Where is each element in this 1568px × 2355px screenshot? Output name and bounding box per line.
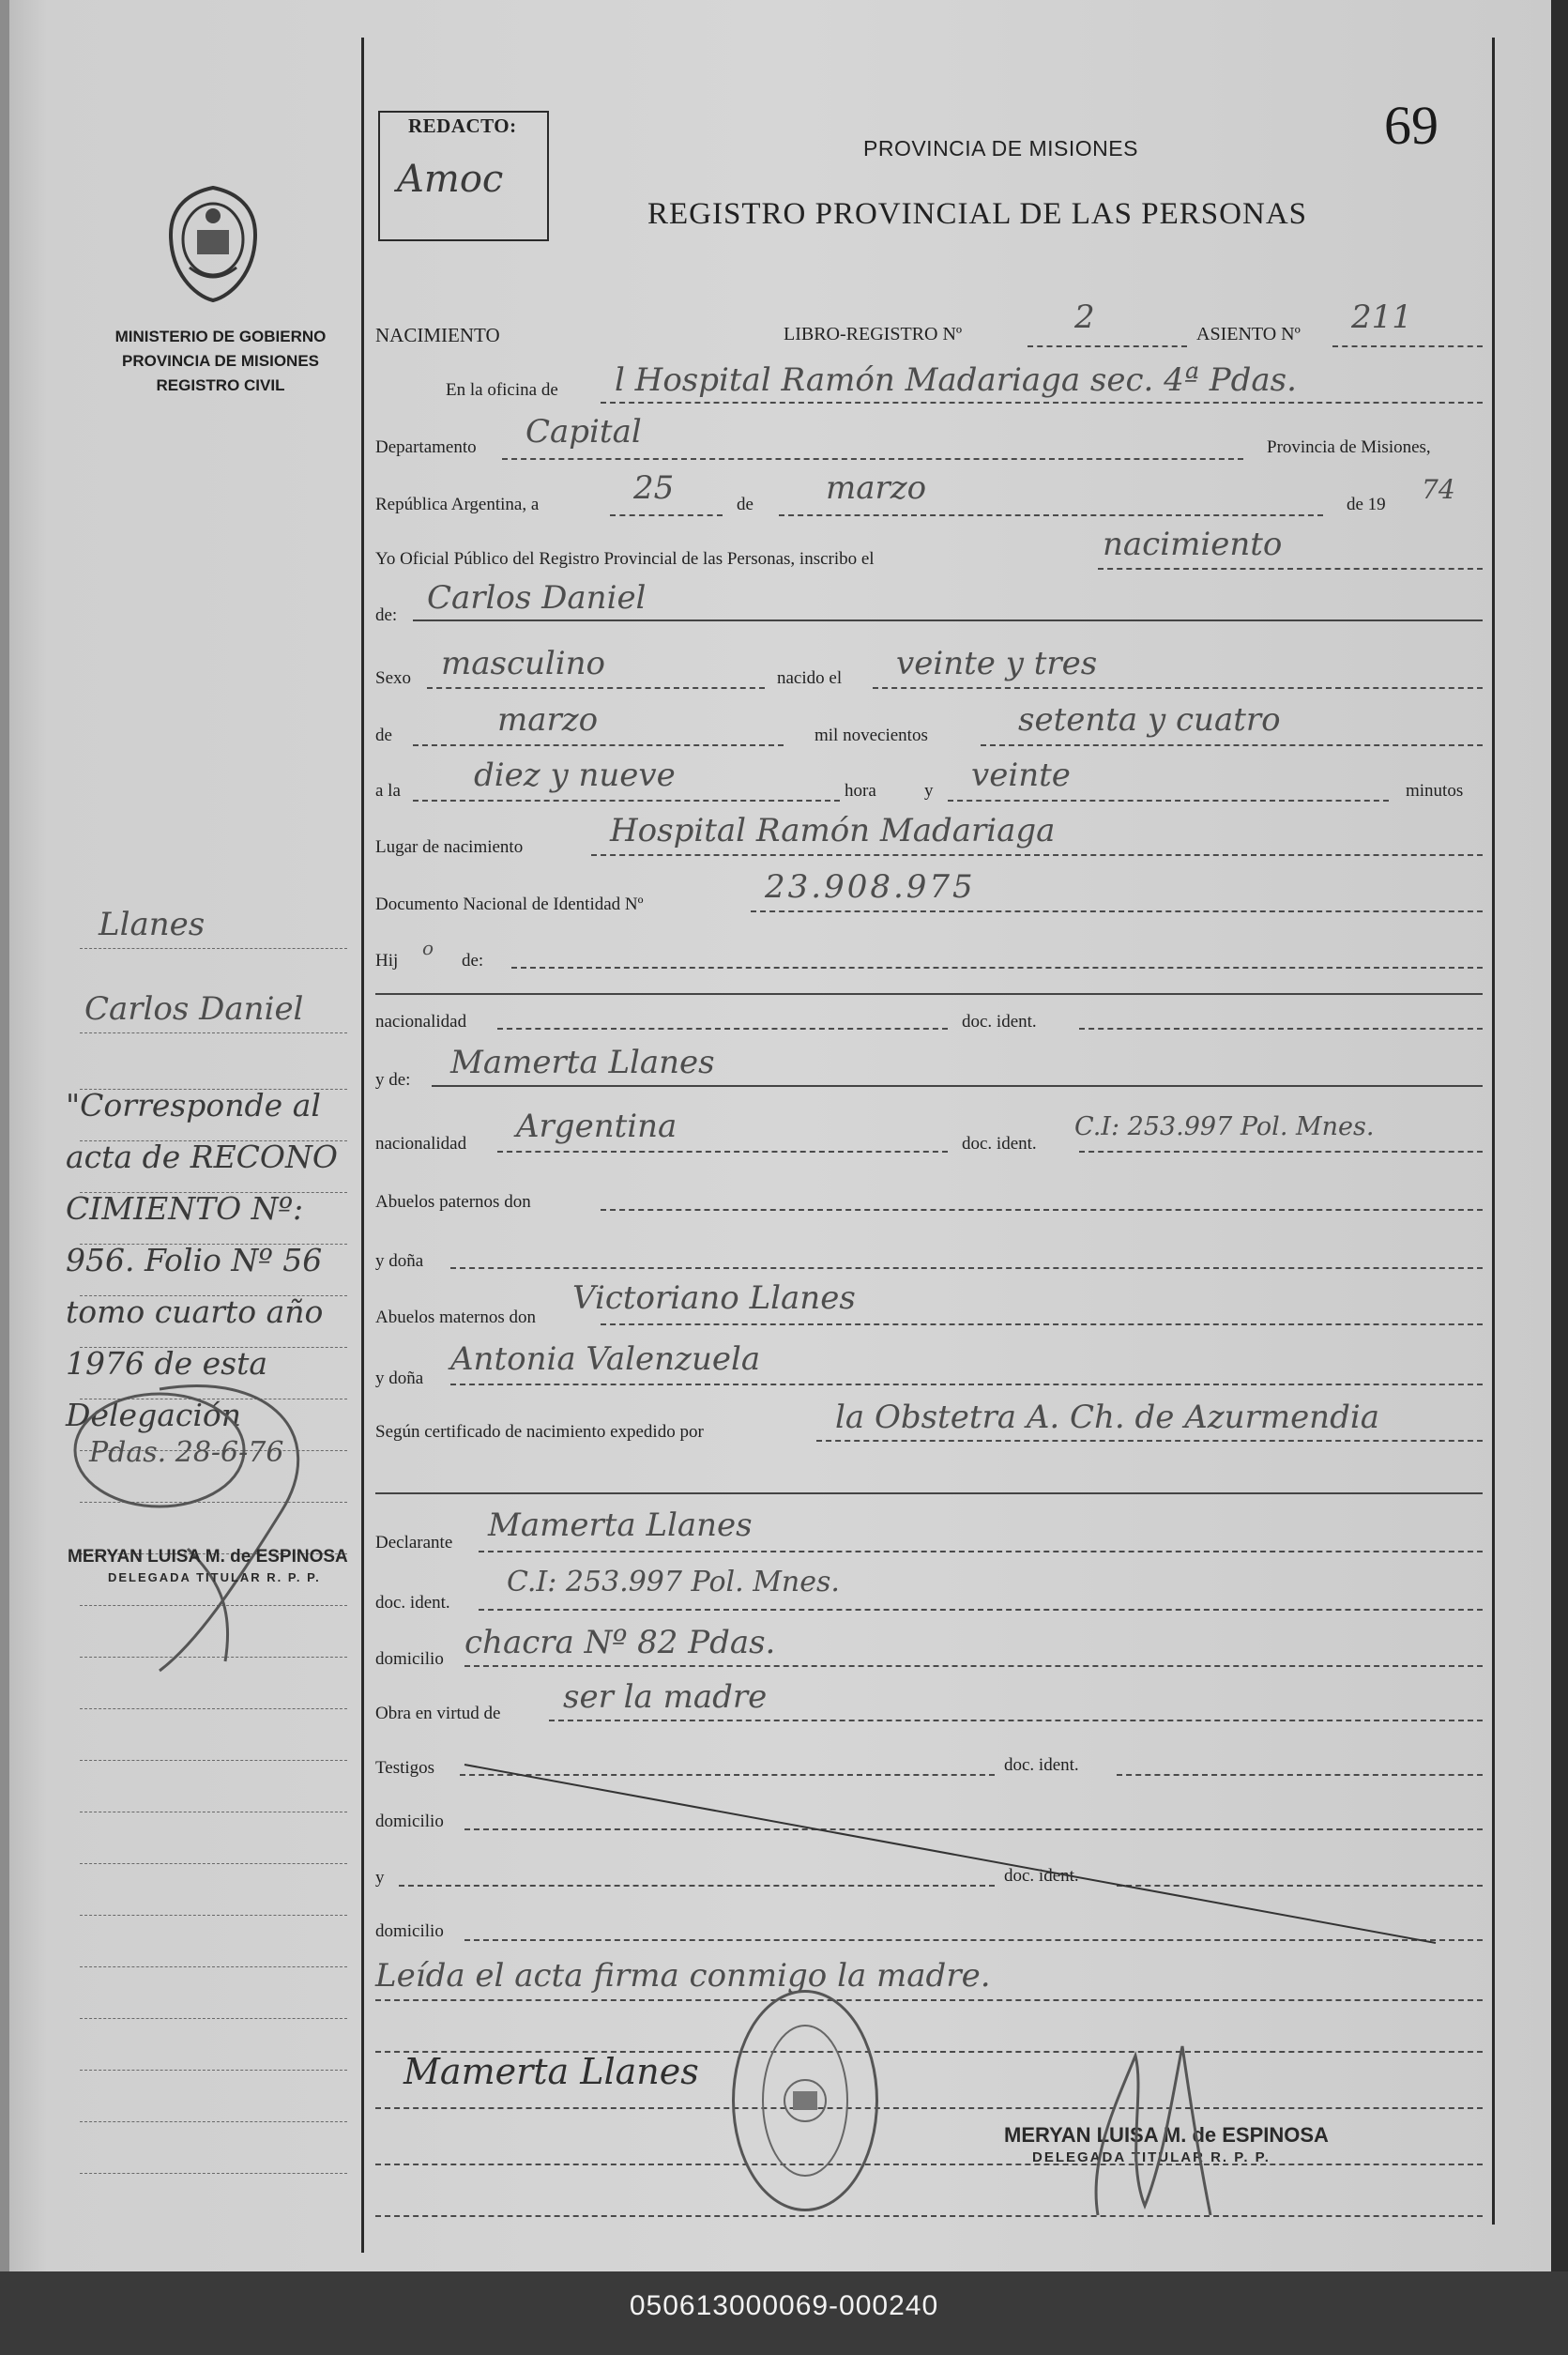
lugar-label: Lugar de nacimiento bbox=[375, 837, 524, 857]
yo-label: Yo Oficial Público del Registro Provincial de las Personas, inscribo el bbox=[375, 549, 875, 569]
cross-out-line bbox=[460, 1760, 1445, 1948]
fill-line bbox=[497, 1151, 948, 1153]
margin-seal-scribble bbox=[47, 1361, 357, 1680]
dni-label: Documento Nacional de Identidad Nº bbox=[375, 895, 644, 914]
oval-seal-stamp bbox=[732, 1990, 878, 2211]
fill-line bbox=[1079, 1028, 1483, 1030]
seal-emblem-icon bbox=[735, 1993, 875, 2209]
fill-line bbox=[948, 800, 1389, 802]
leida-text: Leída el acta firma conmigo la madre. bbox=[375, 1957, 991, 1995]
firma-declarante: Mamerta Llanes bbox=[403, 2051, 699, 2092]
fill-line bbox=[413, 744, 784, 746]
departamento-value: Capital bbox=[525, 413, 642, 451]
minutos-label: minutos bbox=[1406, 781, 1464, 801]
fill-line bbox=[427, 687, 765, 689]
margin-stamp-role: DELEGADA TITULAR R. P. P. bbox=[108, 1570, 321, 1584]
fill-line bbox=[497, 1028, 948, 1030]
lugar-value: Hospital Ramón Madariaga bbox=[610, 812, 1056, 849]
dni-value: 23.908.975 bbox=[765, 868, 976, 906]
oficina-label: En la oficina de bbox=[446, 380, 558, 400]
margin-fecha: Pdas. 28-6-76 bbox=[89, 1436, 284, 1469]
ministry-line: MINISTERIO DE GOBIERNO bbox=[114, 328, 327, 345]
abuela-mat-value: Antonia Valenzuela bbox=[450, 1340, 761, 1378]
margin-apellido: Llanes bbox=[99, 906, 206, 943]
fill-line bbox=[751, 910, 1483, 912]
mil-value: setenta y cuatro bbox=[1018, 701, 1281, 739]
redacto-label: REDACTO: bbox=[408, 115, 517, 137]
fill-line bbox=[601, 1323, 1483, 1325]
nombre-value: Carlos Daniel bbox=[427, 579, 647, 617]
obra-value: ser la madre bbox=[563, 1678, 768, 1716]
fill-line bbox=[601, 1209, 1483, 1211]
fill-line bbox=[375, 2215, 1483, 2217]
hijo-de-label: de: bbox=[462, 951, 484, 971]
abuelo-mat-value: Victoriano Llanes bbox=[572, 1279, 856, 1317]
fill-line bbox=[464, 1665, 1483, 1667]
y-label: y bbox=[924, 781, 934, 801]
fill-line bbox=[375, 993, 1483, 995]
ministry-line: PROVINCIA DE MISIONES bbox=[121, 352, 319, 370]
docident1-label: doc. ident. bbox=[962, 1012, 1037, 1032]
testigos-label: Testigos bbox=[375, 1758, 435, 1778]
madre-value: Mamerta Llanes bbox=[450, 1044, 715, 1081]
yde-label: y de: bbox=[375, 1070, 411, 1090]
docident5-label: doc. ident. bbox=[1004, 1866, 1079, 1886]
fill-line bbox=[479, 1551, 1483, 1552]
docident2-label: doc. ident. bbox=[962, 1134, 1037, 1154]
fill-line bbox=[601, 402, 1483, 404]
fill-line bbox=[591, 854, 1483, 856]
fill-line bbox=[502, 458, 1243, 460]
hijo-label: Hij bbox=[375, 951, 399, 971]
domicilio3-label: domicilio bbox=[375, 1921, 444, 1941]
fill-line bbox=[450, 1384, 1483, 1385]
fill-line bbox=[1098, 568, 1483, 570]
province-heading: PROVINCIA DE MISIONES bbox=[863, 136, 1138, 161]
right-border bbox=[1492, 38, 1495, 2225]
coat-of-arms-icon bbox=[161, 183, 265, 305]
domicilio1-value: chacra Nº 82 Pdas. bbox=[464, 1624, 776, 1661]
asiento-value: 211 bbox=[1351, 298, 1412, 336]
nac1-label: nacionalidad bbox=[375, 1012, 467, 1032]
de-label: de bbox=[737, 495, 754, 514]
libro-label: LIBRO-REGISTRO Nº bbox=[784, 324, 963, 344]
de-anio-label: de 19 bbox=[1347, 495, 1386, 514]
docident3-value: C.I: 253.997 Pol. Mnes. bbox=[507, 1566, 840, 1598]
hijo-suffix: o bbox=[422, 937, 434, 959]
declarante-label: Declarante bbox=[375, 1533, 453, 1552]
fill-line bbox=[1079, 1151, 1483, 1153]
docident4-label: doc. ident. bbox=[1004, 1755, 1079, 1775]
margin-stamp-name: MERYAN LUISA M. de ESPINOSA bbox=[68, 1547, 348, 1567]
page-number: 69 bbox=[1384, 95, 1439, 156]
nacido-label: nacido el bbox=[777, 668, 843, 688]
yo-value: nacimiento bbox=[1103, 526, 1283, 563]
domicilio2-label: domicilio bbox=[375, 1812, 444, 1831]
margin-note: "Corresponde al acta de RECONO CIMIENTO Nº: 956. Folio Nº 56 tomo cuarto año 1976 de esta Delegación bbox=[66, 1087, 338, 1433]
mes2-value: marzo bbox=[497, 701, 599, 739]
signature-scribble bbox=[1060, 2018, 1229, 2225]
abuelos-mat-label: Abuelos maternos don bbox=[375, 1307, 536, 1327]
y2-label: y bbox=[375, 1868, 385, 1888]
declarante-value: Mamerta Llanes bbox=[488, 1506, 753, 1544]
provincia-label: Provincia de Misiones, bbox=[1267, 437, 1431, 457]
fill-line bbox=[1028, 345, 1187, 347]
sexo-label: Sexo bbox=[375, 668, 411, 688]
sexo-value: masculino bbox=[441, 645, 606, 682]
fill-line bbox=[432, 1085, 1483, 1087]
fill-line bbox=[511, 967, 1483, 969]
anio-value: 74 bbox=[1422, 474, 1455, 505]
ydona2-label: y doña bbox=[375, 1369, 424, 1388]
de3-label: de bbox=[375, 726, 392, 745]
ala-label: a la bbox=[375, 781, 401, 801]
hora-value: diez y nueve bbox=[474, 757, 676, 794]
segun-value: la Obstetra A. Ch. de Azurmendia bbox=[835, 1399, 1379, 1436]
stamp-name: MERYAN LUISA M. de ESPINOSA bbox=[1004, 2123, 1329, 2147]
redacto-signature: Amoc bbox=[397, 158, 504, 201]
obra-label: Obra en virtud de bbox=[375, 1704, 501, 1723]
page-edge bbox=[0, 0, 9, 2271]
fill-line bbox=[375, 1492, 1483, 1494]
fill-line bbox=[375, 2107, 1483, 2109]
docident2-value: C.I: 253.997 Pol. Mnes. bbox=[1074, 1112, 1375, 1141]
nacimiento-label: NACIMIENTO bbox=[375, 324, 500, 346]
fill-line bbox=[549, 1720, 1483, 1721]
stamp-role: DELEGADA TITULAR R. P. P. bbox=[1032, 2149, 1271, 2165]
republica-label: República Argentina, a bbox=[375, 495, 540, 514]
mil-label: mil novecientos bbox=[814, 726, 928, 745]
fill-line bbox=[413, 800, 840, 802]
fill-line bbox=[873, 687, 1483, 689]
hora-label: hora bbox=[845, 781, 876, 801]
ministry-heading bbox=[89, 325, 352, 398]
oficina-value: l Hospital Ramón Madariaga sec. 4ª Pdas. bbox=[615, 361, 1297, 399]
scan-code: 050613000069-000240 bbox=[629, 2290, 939, 2321]
fill-line bbox=[779, 514, 1323, 516]
nacido-value: veinte y tres bbox=[896, 645, 1098, 682]
fill-line bbox=[450, 1267, 1483, 1269]
ydona1-label: y doña bbox=[375, 1251, 424, 1271]
nac2-value: Argentina bbox=[516, 1108, 677, 1145]
domicilio1-label: domicilio bbox=[375, 1649, 444, 1669]
segun-label: Según certificado de nacimiento expedido por bbox=[375, 1422, 704, 1442]
redacto-box bbox=[378, 111, 549, 241]
fill-line bbox=[610, 514, 723, 516]
fill-line bbox=[479, 1609, 1483, 1611]
fill-line bbox=[1332, 345, 1483, 347]
asiento-label: ASIENTO Nº bbox=[1196, 324, 1301, 344]
de2-label: de: bbox=[375, 605, 398, 625]
fill-line bbox=[816, 1440, 1483, 1442]
margin-nombre: Carlos Daniel bbox=[84, 990, 304, 1028]
nac2-label: nacionalidad bbox=[375, 1134, 467, 1154]
fill-line bbox=[375, 2164, 1483, 2165]
fill-line bbox=[981, 744, 1483, 746]
fill-line bbox=[375, 1999, 1483, 2001]
dia-value: 25 bbox=[633, 469, 675, 507]
ministry-line: REGISTRO CIVIL bbox=[156, 376, 285, 394]
libro-value: 2 bbox=[1074, 298, 1095, 336]
fill-line bbox=[413, 619, 1483, 621]
abuelos-pat-label: Abuelos paternos don bbox=[375, 1192, 531, 1212]
page-edge bbox=[1551, 0, 1568, 2271]
docident3-label: doc. ident. bbox=[375, 1593, 450, 1613]
registry-heading: REGISTRO PROVINCIAL DE LAS PERSONAS bbox=[647, 197, 1308, 231]
departamento-label: Departamento bbox=[375, 437, 477, 457]
mes-value: marzo bbox=[826, 469, 927, 507]
min-value: veinte bbox=[971, 757, 1071, 794]
